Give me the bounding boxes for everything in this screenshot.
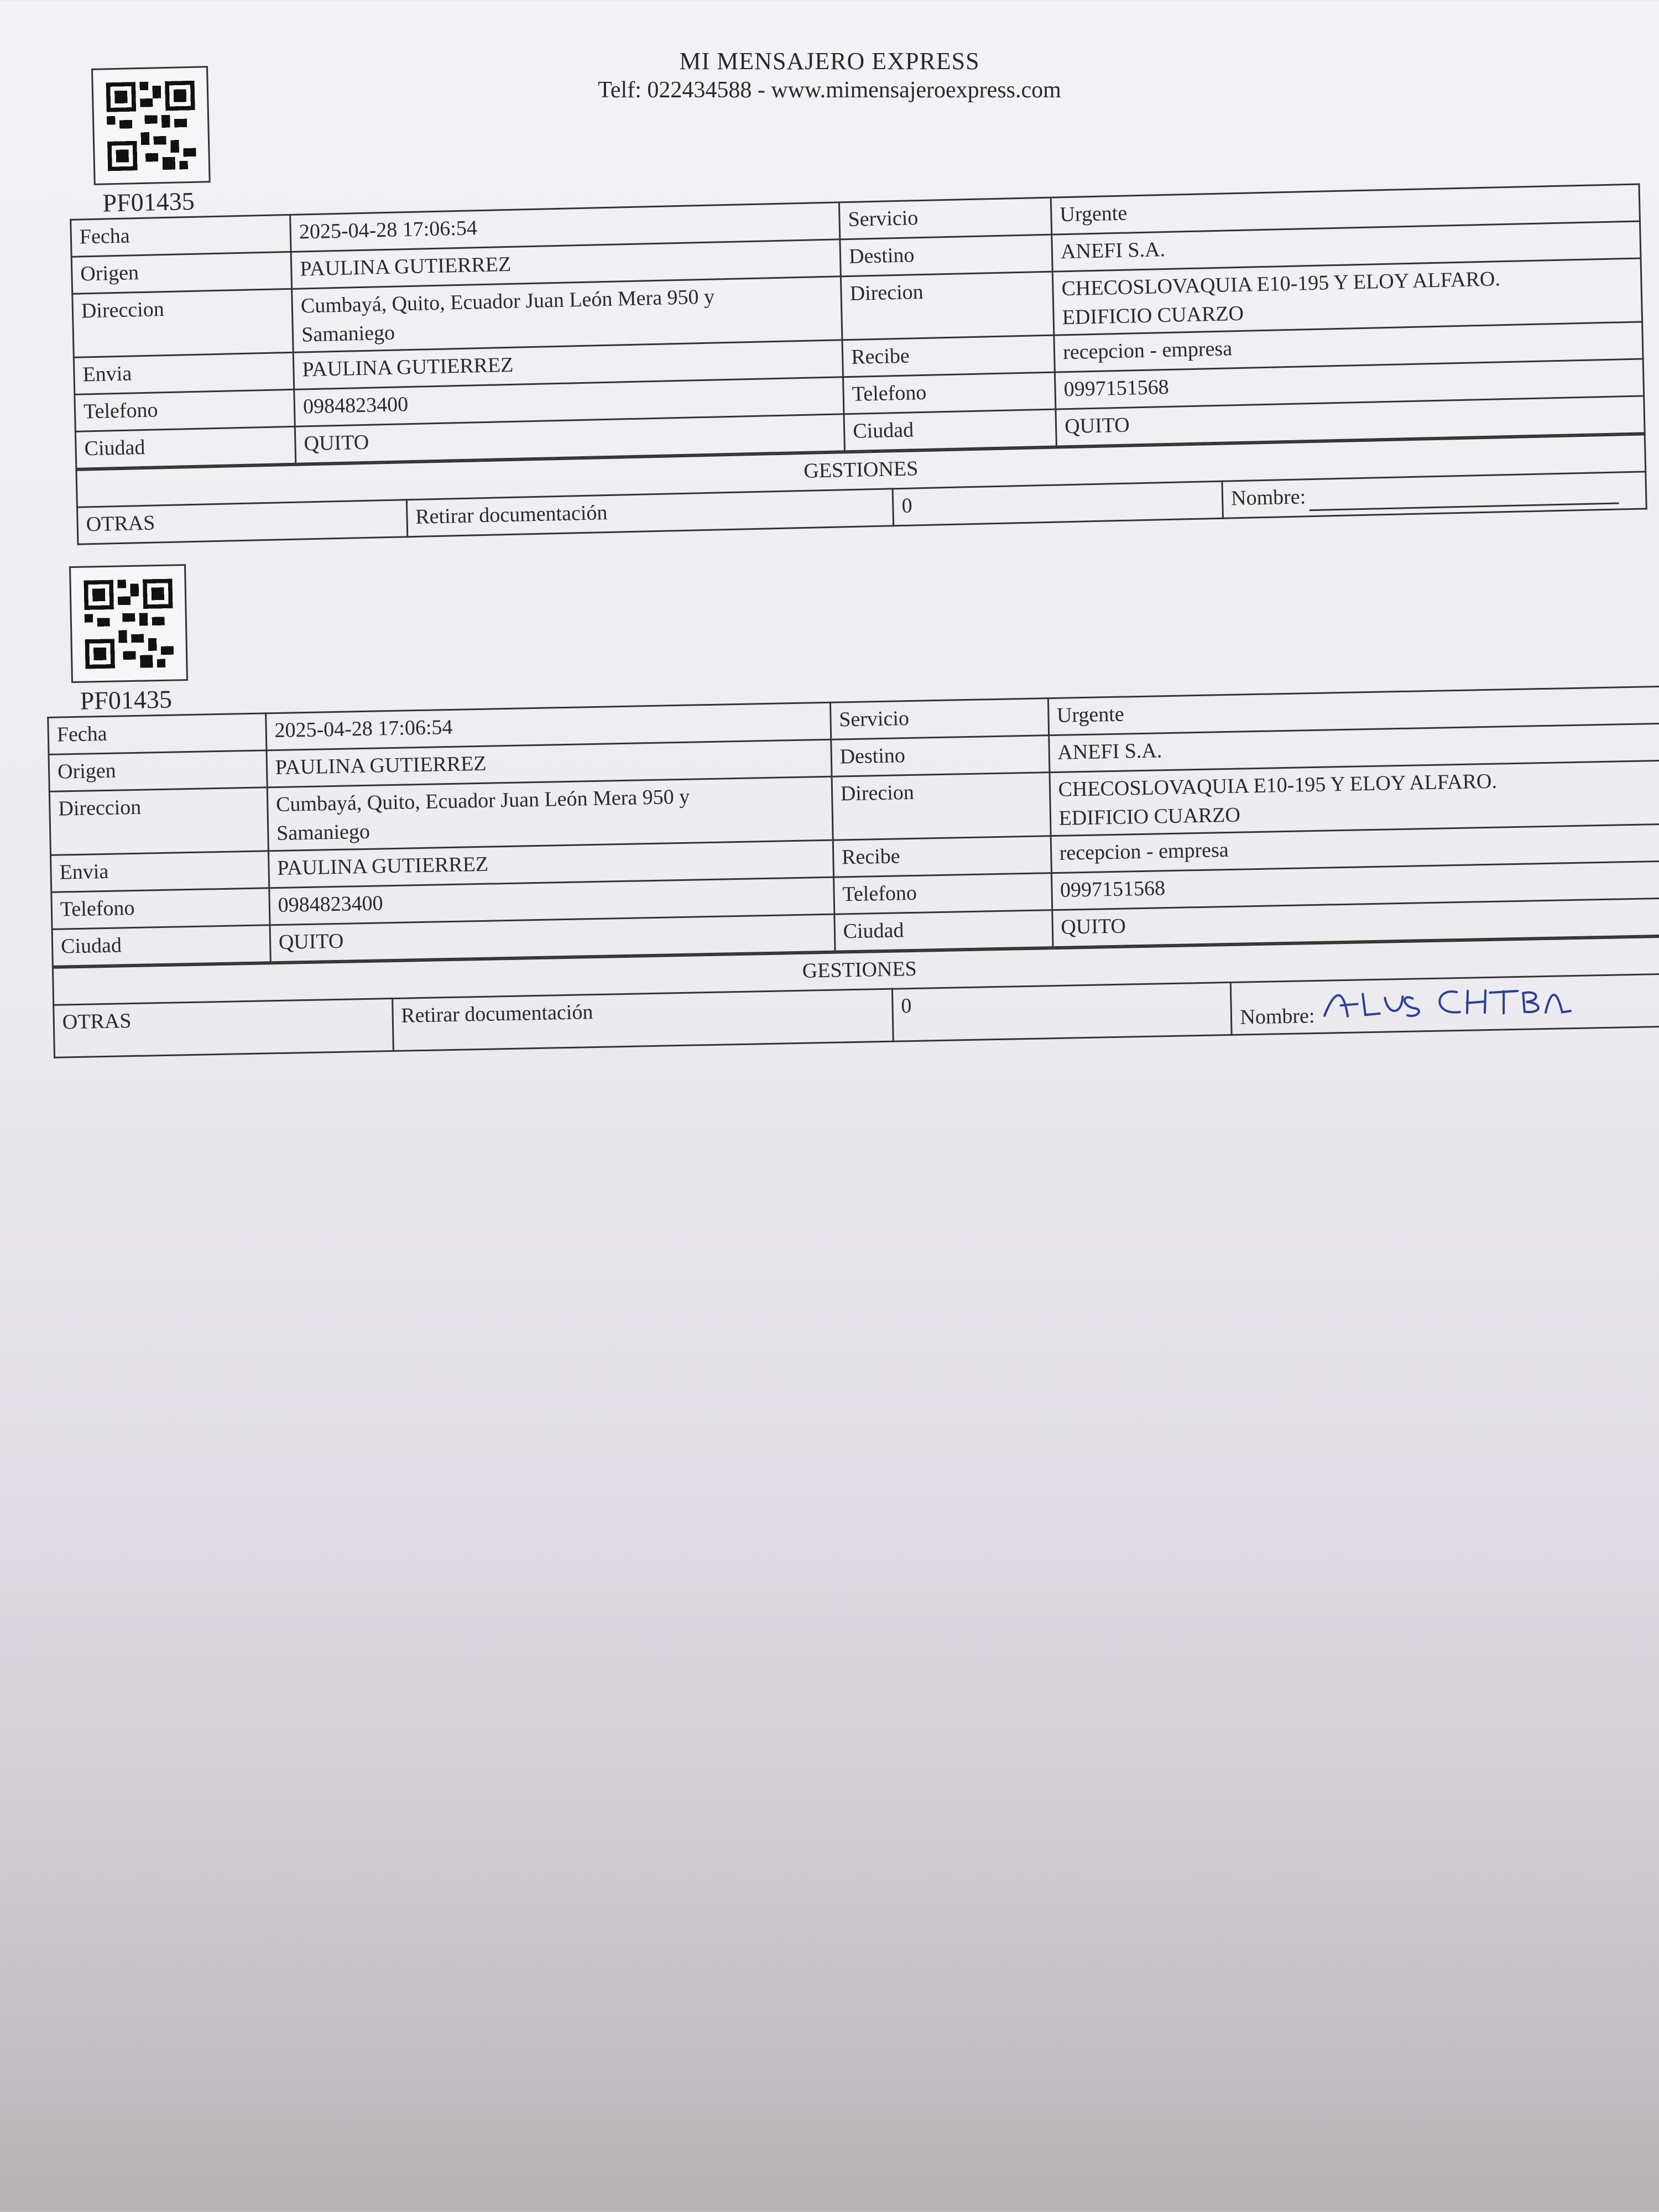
origen-value: PAULINA GUTIERREZ bbox=[291, 239, 841, 289]
telefono-destino-label: Telefono bbox=[843, 372, 1056, 414]
origen-label: Origen bbox=[49, 750, 267, 792]
company-contact: Telf: 022434588 - www.mimensajeroexpress.com bbox=[598, 77, 1061, 103]
destino-label: Destino bbox=[840, 234, 1052, 276]
tracking-code: PF01435 bbox=[102, 186, 195, 217]
direcion-label: Direcion bbox=[832, 773, 1051, 841]
nombre-label: Nombre: bbox=[1240, 1004, 1315, 1029]
destino-value: ANEFI S.A. bbox=[1048, 723, 1659, 772]
qr-code-icon bbox=[69, 564, 188, 683]
origen-value: PAULINA GUTIERREZ bbox=[267, 739, 832, 787]
ciudad-value: QUITO bbox=[270, 914, 835, 962]
otras-label: OTRAS bbox=[54, 999, 393, 1058]
envia-label: Envia bbox=[51, 851, 269, 893]
company-name: MI MENSAJERO EXPRESS bbox=[679, 48, 980, 75]
nombre-field bbox=[1231, 974, 1659, 1035]
gestiones-heading: GESTIONES bbox=[76, 435, 1646, 507]
direccion-label: Direccion bbox=[49, 787, 268, 855]
recibe-value: recepcion - empresa bbox=[1054, 322, 1643, 372]
nombre-blank-line bbox=[1309, 481, 1619, 512]
shipment-table bbox=[70, 183, 1646, 469]
direcion-line-2: EDIFICIO CUARZO bbox=[1058, 803, 1241, 830]
qr-code-icon bbox=[91, 66, 211, 185]
servicio-value: Urgente bbox=[1048, 686, 1659, 735]
ciudad-destino-label: Ciudad bbox=[834, 910, 1053, 952]
ciudad-label: Ciudad bbox=[75, 426, 296, 468]
otras-label: OTRAS bbox=[77, 500, 407, 544]
recibe-label: Recibe bbox=[833, 836, 1051, 878]
servicio-label: Servicio bbox=[839, 197, 1051, 239]
nombre-label: Nombre: bbox=[1230, 485, 1306, 510]
fecha-value: 2025-04-28 17:06:54 bbox=[290, 202, 840, 252]
direcion-value bbox=[1049, 760, 1659, 836]
direcion-line-1: CHECOSLOVAQUIA E10-195 Y ELOY ALFARO. bbox=[1061, 267, 1501, 301]
ciudad-value: QUITO bbox=[295, 414, 844, 464]
handwritten-signature bbox=[1318, 979, 1574, 1030]
telefono-destino-label: Telefono bbox=[833, 873, 1052, 915]
telefono-label: Telefono bbox=[75, 389, 295, 431]
direccion-label: Direccion bbox=[72, 289, 294, 357]
fecha-label: Fecha bbox=[48, 713, 267, 755]
telefono-label: Telefono bbox=[51, 888, 270, 930]
ciudad-label: Ciudad bbox=[52, 925, 270, 967]
gestion-value: Retirar documentación bbox=[406, 489, 894, 537]
ciudad-destino-value: QUITO bbox=[1056, 396, 1645, 446]
gestiones-heading: GESTIONES bbox=[53, 937, 1659, 1005]
gestion-value: Retirar documentación bbox=[392, 989, 893, 1051]
telefono-value: 0984823400 bbox=[294, 377, 844, 427]
direcion-line-1: CHECOSLOVAQUIA E10-195 Y ELOY ALFARO. bbox=[1058, 769, 1498, 801]
cantidad-value: 0 bbox=[892, 982, 1232, 1041]
shipment-table bbox=[47, 686, 1659, 967]
destino-value: ANEFI S.A. bbox=[1052, 221, 1641, 272]
direcion-label: Direcion bbox=[841, 272, 1053, 340]
telefono-destino-value: 0997151568 bbox=[1051, 861, 1659, 910]
direccion-line-2: Samaniego bbox=[301, 321, 395, 347]
direccion-line-1: Cumbayá, Quito, Ecuador Juan León Mera 950 y bbox=[275, 785, 690, 817]
envia-label: Envia bbox=[74, 352, 294, 394]
ciudad-destino-label: Ciudad bbox=[844, 409, 1056, 451]
origen-label: Origen bbox=[71, 252, 292, 294]
servicio-label: Servicio bbox=[830, 698, 1048, 740]
delivery-slip-1 bbox=[66, 34, 1647, 545]
envia-value: PAULINA GUTIERREZ bbox=[293, 340, 843, 390]
recibe-value: recepcion - empresa bbox=[1051, 824, 1659, 873]
direccion-line-1: Cumbayá, Quito, Ecuador Juan León Mera 950 y bbox=[300, 285, 715, 318]
cantidad-value: 0 bbox=[893, 481, 1223, 525]
telefono-value: 0984823400 bbox=[269, 877, 834, 925]
direccion-line-2: Samaniego bbox=[276, 820, 371, 846]
recibe-label: Recibe bbox=[842, 335, 1055, 377]
fecha-label: Fecha bbox=[71, 215, 291, 257]
servicio-value: Urgente bbox=[1051, 184, 1640, 234]
envia-value: PAULINA GUTIERREZ bbox=[268, 840, 833, 888]
direccion-value bbox=[292, 276, 842, 352]
fecha-value: 2025-04-28 17:06:54 bbox=[265, 702, 831, 750]
direcion-line-2: EDIFICIO CUARZO bbox=[1062, 301, 1244, 330]
direccion-value bbox=[267, 776, 833, 851]
tracking-code: PF01435 bbox=[80, 685, 173, 715]
telefono-destino-value: 0997151568 bbox=[1055, 359, 1644, 409]
destino-label: Destino bbox=[831, 735, 1049, 777]
delivery-slip-2 bbox=[44, 536, 1659, 1058]
ciudad-destino-value: QUITO bbox=[1052, 898, 1659, 947]
